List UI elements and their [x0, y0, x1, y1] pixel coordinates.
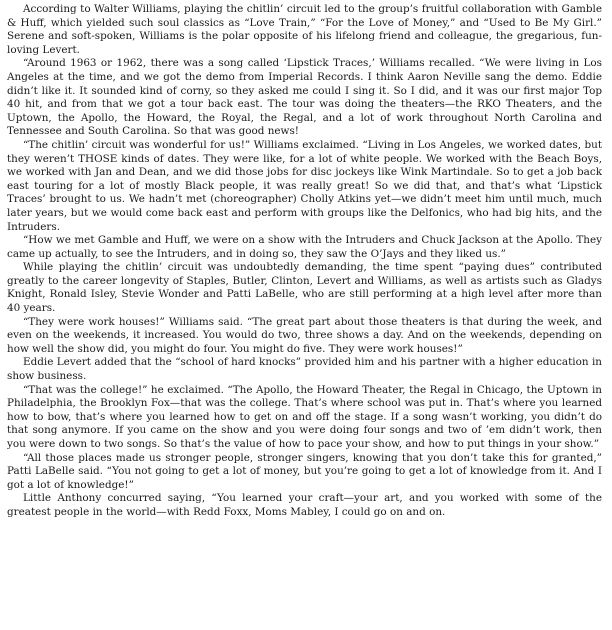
paragraph-lipstick-traces: “Around 1963 or 1962, there was a song called ‘Lipstick Traces,’ Williams recalled. “We were living in Los Angeles at the time, and we got the demo from Imperial Records. I think Aaron Neville sang the demo. Eddie didn’t like it. It sounded kind of corny, so they asked me could I sing it. So I did, and it was our first major Top 40 hit, and from that we got a tour back east. The tour was doing the theaters—the RKO Theaters, and the Uptown, the Apollo, the Howard, the Royal, the Regal, and a lot of work throughout North Carolina and Tennessee and South Carolina. So that was good news!: [7, 57, 602, 138]
paragraph-that-was-the-college: “That was the college!” he exclaimed. “The Apollo, the Howard Theater, the Regal in Chicago, the Uptown in Philadelphia, the Brooklyn Fox—that was the college. That’s where school was put in. That’s where you learned how to bow, that’s where you learned how to get on and off the stage. If a song wasn’t working, you didn’t do that song anymore. If you came on the show and you were doing four songs and two of ’em didn’t work, then you were down to two songs. So that’s the value of how to pace your show, and how to put things in your show.”: [7, 383, 602, 450]
paragraph-met-gamble-huff: “How we met Gamble and Huff, we were on a show with the Intruders and Chuck Jackson at the Apollo. They came up actually, to see the Intruders, and in doing so, they saw the O’Jays and they liked us.”: [7, 234, 602, 260]
paragraph-chitlin-circuit-wonderful: “The chitlin’ circuit was wonderful for us!” Williams exclaimed. “Living in Los Angeles, we worked dates, but they weren’t THOSE kinds of dates. They were like, for a lot of white people. We worked with the Beach Boys, we worked with Jan and Dean, and we did those jobs for disc jockeys like Wink Martindale. So to get a job back east touring for a lot of mostly Black people, it was really great! So we did that, and that’s what ‘Lipstick Traces’ brought to us. We hadn’t met (choreographer) Cholly Atkins yet—we didn’t meet him until much, much later years, but we would come back east and perform with groups like the Delfonics, who had big hits, and the Intruders.: [7, 138, 602, 233]
paragraph-school-of-hard-knocks: Eddie Levert added that the “school of hard knocks” provided him and his partner with a higher education in show business.: [7, 356, 602, 383]
paragraph-patti-labelle: “All those places made us stronger people, stronger singers, knowing that you don’t take this for granted,” Patti LaBelle said. “You not going to get a lot of money, but you’re going to get a lot of knowledge from it. And I got a lot of knowledge!”: [7, 451, 602, 491]
paragraph-little-anthony: Little Anthony concurred saying, “You learned your craft—your art, and you worked with some of the greatest people in the world—with Redd Foxx, Moms Mabley, I could go on and on.: [7, 492, 602, 518]
paragraph-williams-gamble-huff: According to Walter Williams, playing the chitlin’ circuit led to the group’s fruitful collaboration with Gamble & Huff, which yielded such soul classics as “Love Train,” “For the Love of Money,” and “Used to Be My Girl.” Serene and soft-spoken, Williams is the polar opposite of his lifelong friend and colleague, the gregarious, fun-loving Levert.: [7, 3, 602, 56]
paragraph-work-houses: “They were work houses!” Williams said. “The great part about those theaters is that during the week, and even on the weekends, it increased. You would do two, three shows a day. And on the weekends, depending on how well the show did, you might do four. You might do five. They were work houses!”: [7, 315, 602, 355]
paragraph-paying-dues: While playing the chitlin’ circuit was undoubtedly demanding, the time spent “paying dues” contributed greatly to the career longevity of Staples, Butler, Clinton, Levert and Williams, as well as artists such as Gladys Knight, Ronald Isley, Stevie Wonder and Patti LaBelle, who are still performing at a high level after more than 40 years.: [7, 261, 602, 315]
